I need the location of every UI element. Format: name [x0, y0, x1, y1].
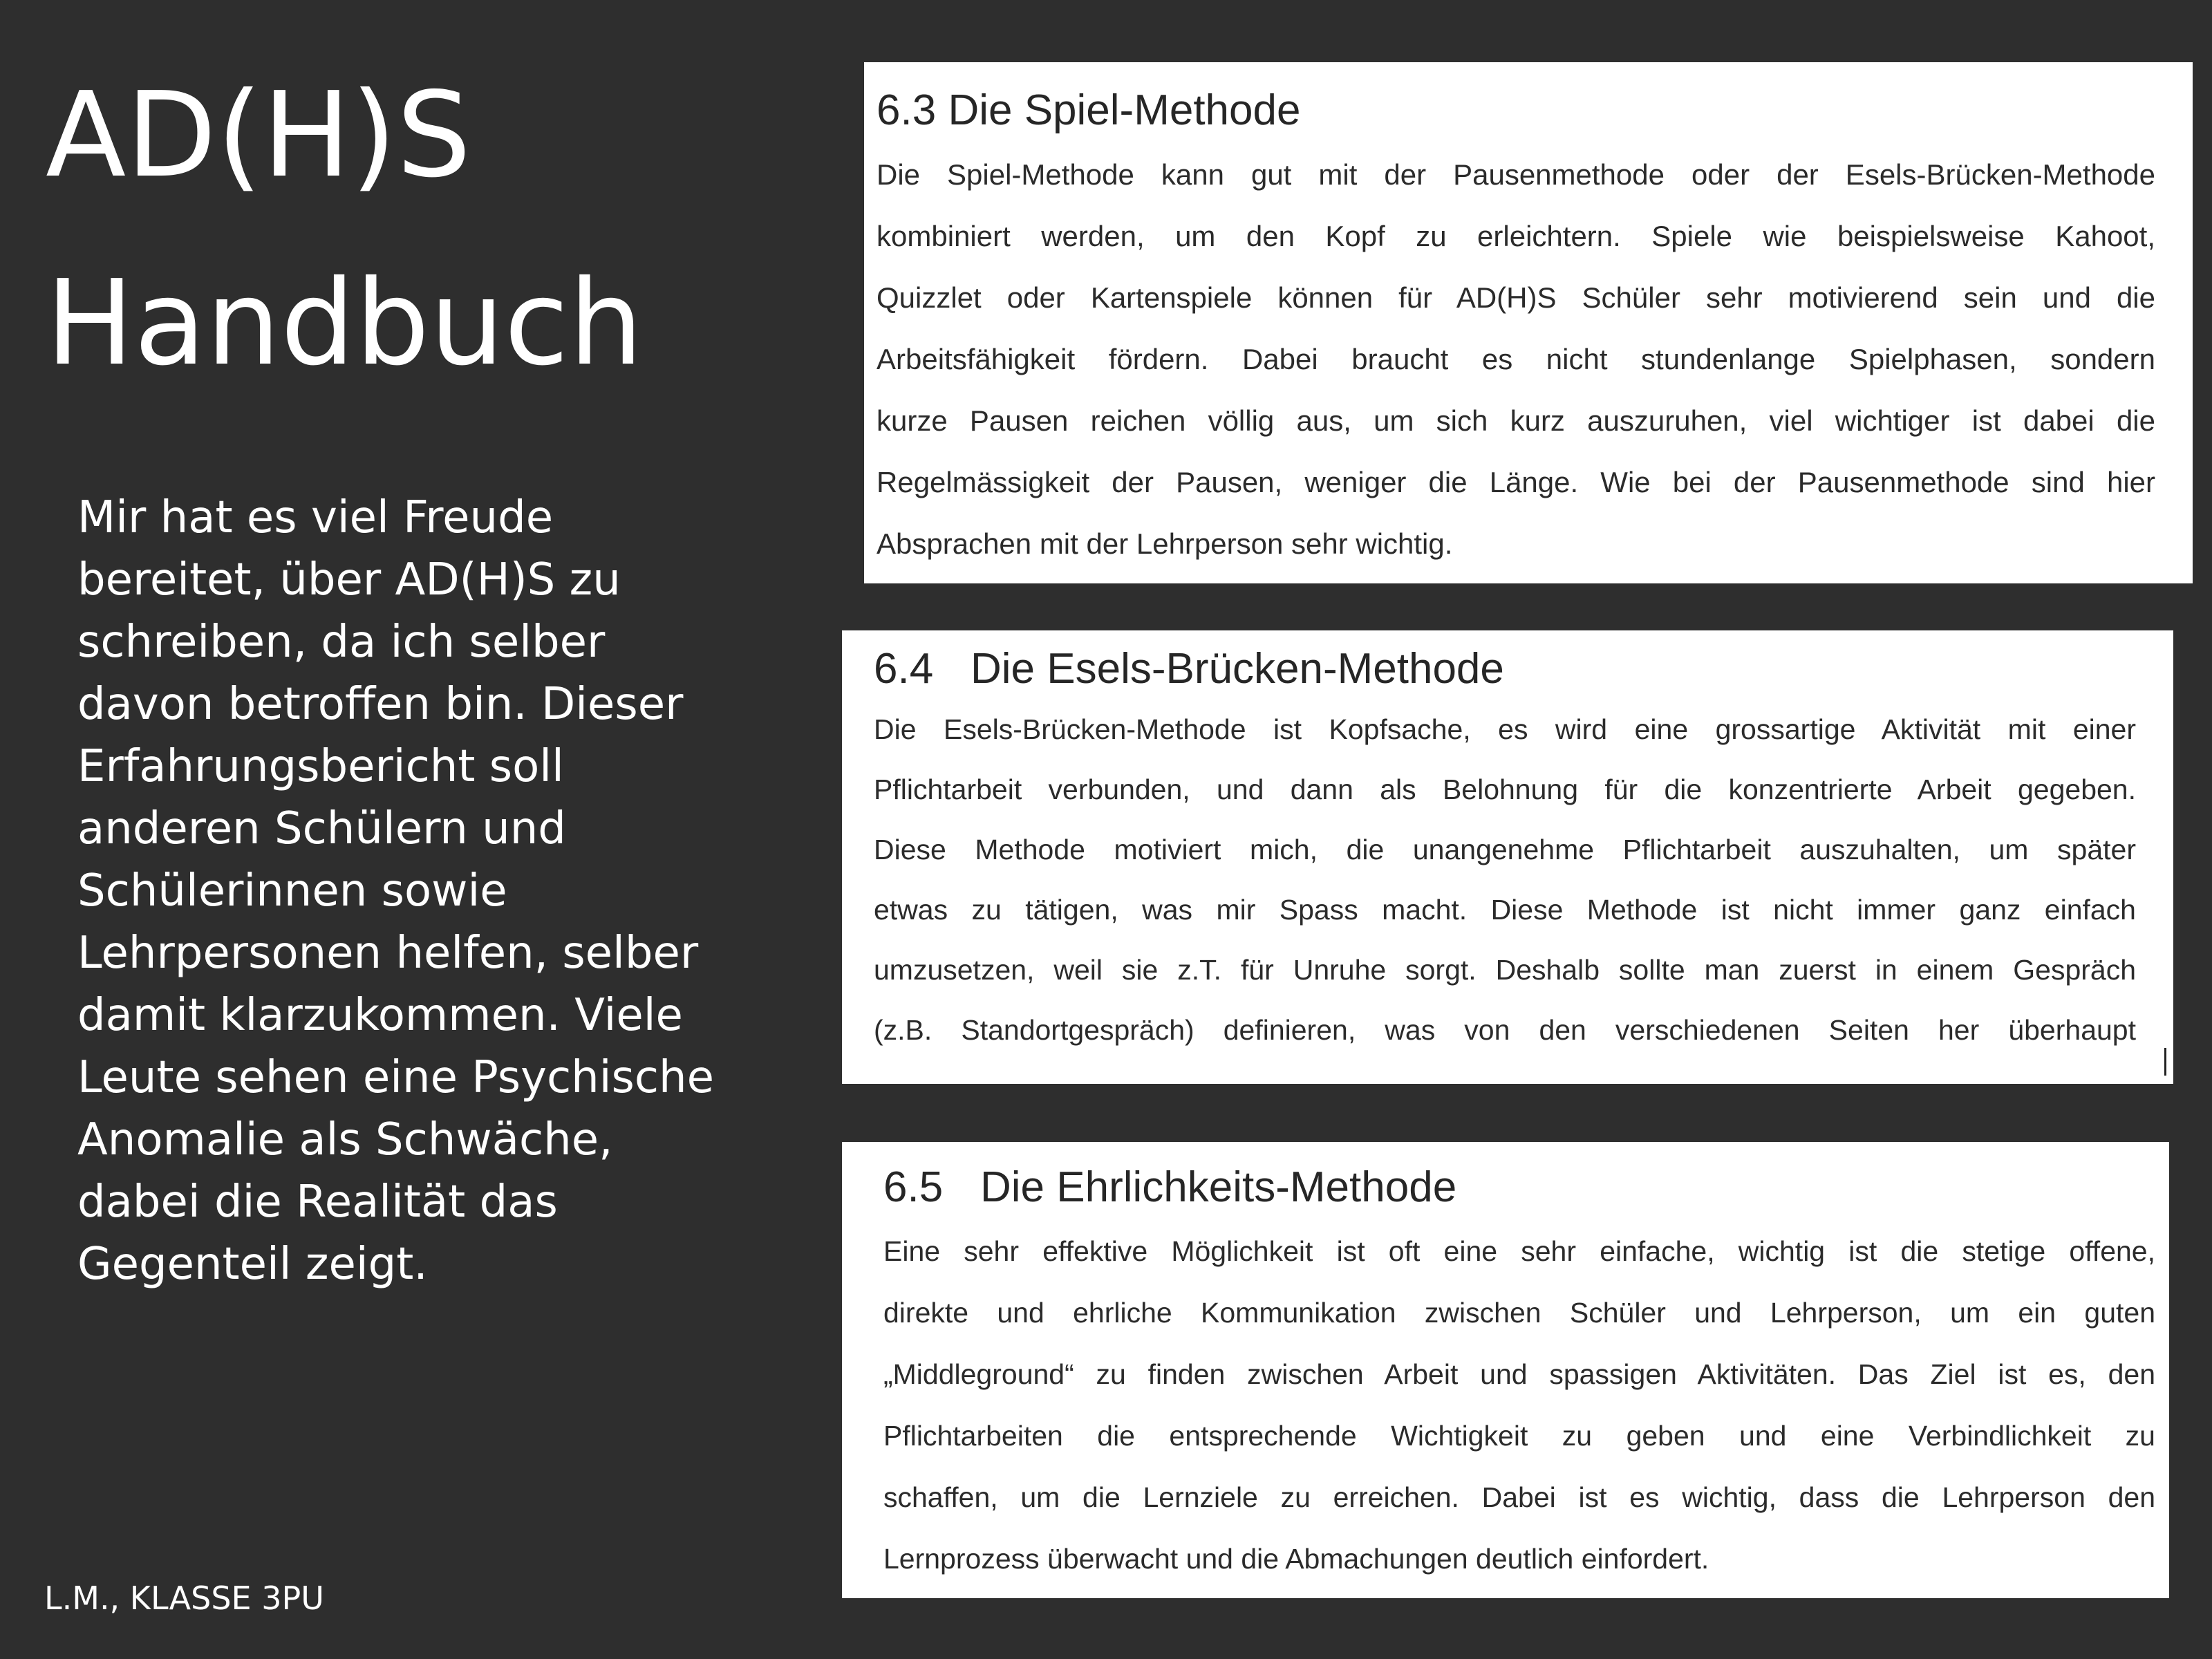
slide-title-line-2: Handbuch — [46, 255, 644, 392]
intro-line: damit klarzukommen. Viele — [77, 990, 683, 1041]
intro-line: schreiben, da ich selber — [77, 617, 606, 668]
excerpt-esels-bruecken-methode — [842, 630, 2173, 1084]
excerpt-line: Diese Methode motiviert mich, die unangenehme Pflichtarbeit auszuhalten, um später — [874, 834, 2136, 865]
intro-line: Mir hat es viel Freude — [77, 492, 554, 543]
excerpt-line: kombiniert werden, um den Kopf zu erleichtern. Spiele wie beispielsweise Kahoot, — [877, 220, 2155, 252]
intro-line: Lehrpersonen helfen, selber — [77, 928, 699, 979]
excerpt-heading — [877, 83, 2193, 138]
section-title: Die Ehrlichkeits-Methode — [980, 1163, 1457, 1211]
excerpt-line: (z.B. Standortgespräch) definieren, was von den verschiedenen Seiten her überhaupt — [874, 1014, 2136, 1046]
section-title: Die Spiel-Methode — [948, 86, 1301, 134]
excerpt-line: Die Spiel-Methode kann gut mit der Pausenmethode oder der Esels-Brücken-Methode — [877, 158, 2155, 191]
excerpt-line: Arbeitsfähigkeit fördern. Dabei braucht es nicht stundenlange Spielphasen, sondern — [877, 343, 2155, 375]
excerpt-spiel-methode — [864, 62, 2193, 583]
text-cursor-mark — [2164, 1048, 2166, 1076]
excerpt-line: Die Esels-Brücken-Methode ist Kopfsache, es wird eine grossartige Aktivität mit einer — [874, 713, 2136, 745]
intro-line: davon betroffen bin. Dieser — [77, 679, 684, 730]
section-title: Die Esels-Brücken-Methode — [971, 645, 1504, 693]
excerpt-line: direkte und ehrliche Kommunikation zwischen Schüler und Lehrperson, um ein guten — [883, 1297, 2155, 1329]
author-credit: L.M., KLASSE 3PU — [44, 1580, 324, 1617]
section-number: 6.3 — [877, 86, 937, 134]
intro-line: Schülerinnen sowie — [77, 865, 507, 917]
slide-title-line-1: AD(H)S — [46, 67, 471, 204]
section-number: 6.5 — [883, 1163, 944, 1211]
slide-title — [46, 41, 806, 418]
excerpt-line: schaffen, um die Lernziele zu erreichen. Dabei ist es wichtig, dass die Lehrperson den — [883, 1481, 2155, 1513]
excerpt-line: etwas zu tätigen, was mir Spass macht. Diese Methode ist nicht immer ganz einfach — [874, 894, 2136, 926]
intro-line: bereitet, über AD(H)S zu — [77, 554, 621, 606]
intro-line: Leute sehen eine Psychische — [77, 1052, 714, 1103]
intro-line: Erfahrungsbericht soll — [77, 741, 564, 792]
intro-line: Gegenteil zeigt. — [77, 1239, 428, 1290]
excerpt-line: kurze Pausen reichen völlig aus, um sich kurz auszuruhen, viel wichtiger ist dabei die — [877, 404, 2155, 437]
intro-line: Anomalie als Schwäche, — [77, 1114, 613, 1165]
excerpt-line: Pflichtarbeit verbunden, und dann als Belohnung für die konzentrierte Arbeit gegeben. — [874, 774, 2136, 805]
section-number: 6.4 — [874, 645, 934, 693]
excerpt-line: „Middleground“ zu finden zwischen Arbeit und spassigen Aktivitäten. Das Ziel ist es, den — [883, 1358, 2155, 1390]
excerpt-heading — [874, 640, 2173, 698]
excerpt-line: Pflichtarbeiten die entsprechende Wichtigkeit zu geben und eine Verbindlichkeit zu — [883, 1420, 2155, 1452]
excerpt-line: Absprachen mit der Lehrperson sehr wichtig. — [877, 527, 1453, 560]
excerpt-heading — [883, 1159, 2169, 1217]
intro-text — [77, 487, 714, 1295]
excerpt-line: Regelmässigkeit der Pausen, weniger die Länge. Wie bei der Pausenmethode sind hier — [877, 466, 2155, 498]
intro-line: anderen Schülern und — [77, 803, 566, 854]
excerpt-ehrlichkeits-methode — [842, 1142, 2169, 1598]
excerpt-line: umzusetzen, weil sie z.T. für Unruhe sorgt. Deshalb sollte man zuerst in einem Gespräch — [874, 954, 2136, 986]
excerpt-line: Eine sehr effektive Möglichkeit ist oft eine sehr einfache, wichtig ist die stetige offene, — [883, 1235, 2155, 1267]
intro-line: dabei die Realität das — [77, 1177, 558, 1228]
excerpt-line: Lernprozess überwacht und die Abmachungen deutlich einfordert. — [883, 1543, 1709, 1575]
excerpt-line: Quizzlet oder Kartenspiele können für AD(H)S Schüler sehr motivierend sein und die — [877, 281, 2155, 314]
